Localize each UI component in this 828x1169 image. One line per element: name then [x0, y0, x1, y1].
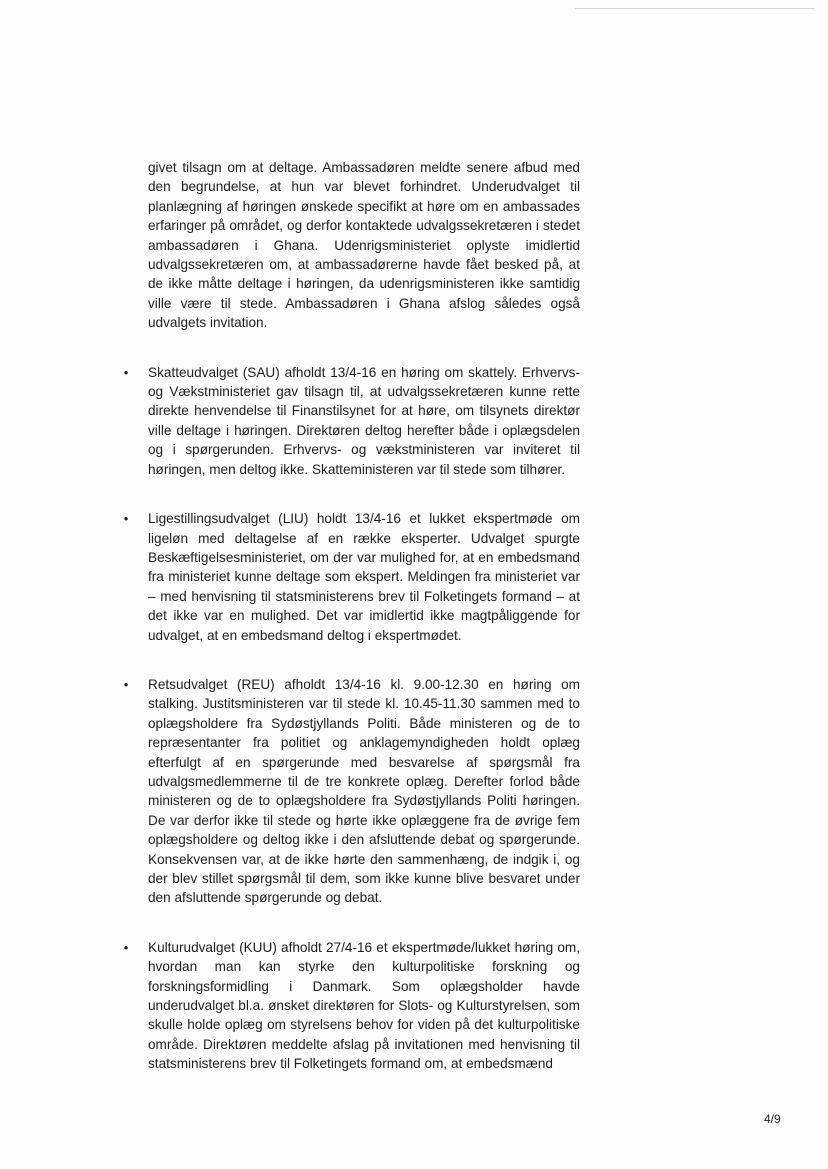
list-item-text: Skatteudvalget (SAU) afholdt 13/4-16 en høring om skattely. Erhvervs- og Vækstministeriet gav tilsagn til, at udvalgssekretæren kunne rette direkte henvendelse til Finanstilsynet for at høre, om tilsynets direktør ville deltage i høringen. Direktøren deltog herefter både i oplægsdelen og i spørgerunden. Erhvervs- og vækstministeren var inviteret til høringen, men deltog ikke. Skatteministeren var til stede som tilhører.	[148, 364, 580, 477]
bullet-icon: •	[123, 676, 129, 692]
bullet-icon: •	[123, 364, 129, 380]
list-item-text: Retsudvalget (REU) afholdt 13/4-16 kl. 9.00-12.30 en høring om stalking. Justitsministeren var til stede kl. 10.45-11.30 sammen med to oplægsholdere fra Sydøstjyllands Politi. Både ministeren og de to repræsentanter fra politiet og anklagemyndigheden holdt oplæg efterfulgt af en spørgerunde med besvarelse af spørgsmål fra udvalgsmedlemmerne til de tre konkrete oplæg. Derefter forlod både ministeren og de to oplægsholdere fra Sydøstjyllands Politi høringen. De var derfor ikke til stede og hørte ikke oplæggene fra de øvrige fem oplægsholdere og deltog ikke i den afsluttende debat og spørgerunde. Konsekvensen var, at de ikke hørte den sammenhæng, de indgik i, og der blev stillet spørgsmål til dem, som ikke kunne blive besvaret under den afsluttende spørgerunde og debat.	[148, 676, 580, 906]
bullet-list	[123, 363, 580, 1074]
list-item-text: Kulturudvalget (KUU) afholdt 27/4-16 et ekspertmøde/lukket høring om, hvordan man kan styrke den kulturpolitiske forskning og forskningsformidling i Danmark. Som oplægsholder havde underudvalget bl.a. ønsket direktøren for Slots- og Kulturstyrelsen, som skulle holde oplæg om styrelsens behov for viden på det kulturpolitiske område. Direktøren meddelte afslag på invitationen med henvisning til statsministerens brev til Folketingets formand om, at embedsmænd	[148, 939, 580, 1072]
bullet-icon: •	[123, 939, 129, 955]
intro-paragraph: givet tilsagn om at deltage. Ambassadøren meldte senere afbud med den begrundelse, at hun var blevet forhindret. Underudvalget til planlægning af høringen ønskede specifikt at høre om en ambassades erfaringer på området, og derfor kontaktede udvalgssekretæren i stedet ambassadøren i Ghana. Udenrigsministeriet oplyste imidlertid udvalgssekretæren om, at ambassadørerne havde fået besked på, at de ikke måtte deltage i høringen, da udenrigsministeren ikke samtidig ville være til stede. Ambassadøren i Ghana afslog således også udvalgets invitation.	[148, 160, 580, 331]
bullet-icon: •	[123, 511, 129, 527]
top-edge-rule	[575, 8, 815, 9]
list-item-liu	[123, 509, 580, 645]
page-number: 4/9	[764, 1112, 781, 1126]
document-body	[123, 158, 580, 1074]
list-item-kuu	[123, 938, 580, 1074]
list-item-sau	[123, 363, 580, 479]
list-item-text: Ligestillingsudvalget (LIU) holdt 13/4-16 et lukket ekspertmøde om ligeløn med deltagelse af en række eksperter. Udvalget spurgte Beskæftigelsesministeriet, om der var mulighed for, at en embedsmand fra ministeriet kunne deltage som ekspert. Meldingen fra ministeriet var – med henvisning til statsministerens brev til Folketingets formand – at det ikke var en mulighed. Det var imidlertid ikke magtpåliggende for udvalget, at en embedsmand deltog i ekspertmødet.	[148, 511, 580, 643]
list-item-reu	[123, 675, 580, 908]
